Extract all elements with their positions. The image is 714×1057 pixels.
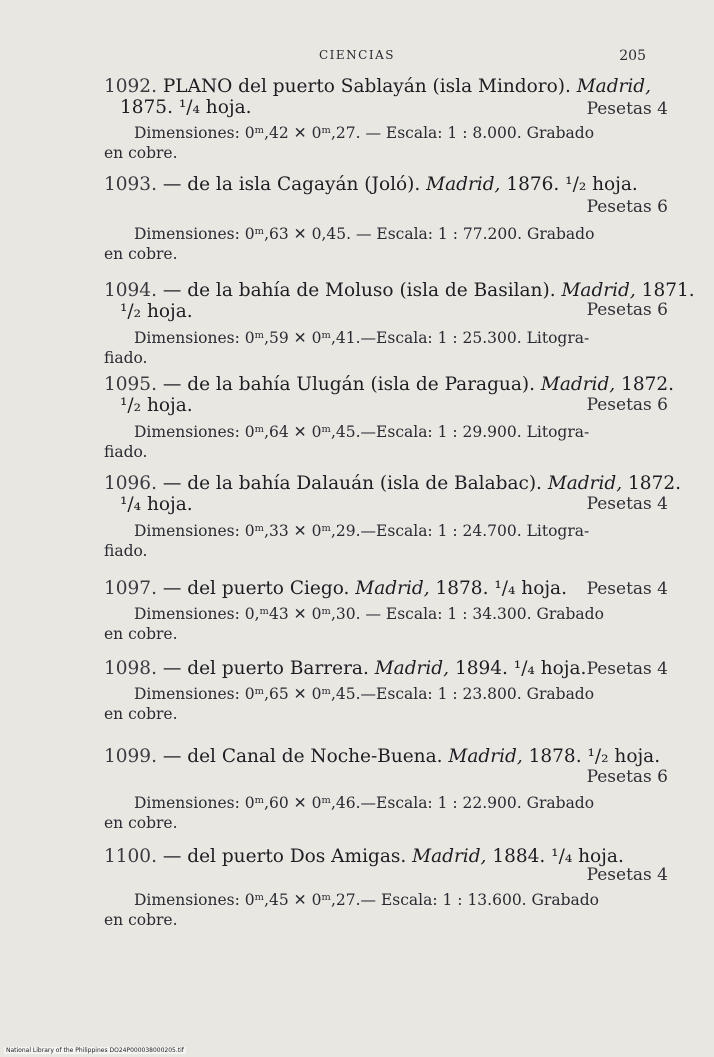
entry-title: — del puerto Dos Amigas. xyxy=(162,846,407,867)
entry-year-sheet: 1884. ¹/₄ hoja. xyxy=(492,846,624,867)
entry-dimensions: Dimensiones: 0ᵐ,64 ✕ 0ᵐ,45.—Escala: 1 : 29.900. Litogra- xyxy=(134,423,590,441)
entry-year: 1872. xyxy=(621,374,675,395)
entry-year-sheet: 1875. ¹/₄ hoja. xyxy=(120,97,252,118)
entry-dimensions-cont: en cobre. xyxy=(104,625,178,643)
entry-title: — del puerto Ciego. xyxy=(162,578,350,599)
section-title: CIENCIAS xyxy=(319,48,395,62)
entry-dimensions-cont: fiado. xyxy=(104,349,148,367)
entry-place: Madrid, xyxy=(355,578,430,599)
entry-price: Pesetas 4 xyxy=(586,659,668,679)
entry-dimensions: Dimensiones: 0ᵐ,59 ✕ 0ᵐ,41.—Escala: 1 : 25.300. Litogra- xyxy=(134,329,590,347)
entry-title: — del Canal de Noche-Buena. xyxy=(162,746,443,767)
entry-number: 1093. xyxy=(104,174,157,195)
entry-dimensions-cont: en cobre. xyxy=(104,245,178,263)
entry-place: Madrid, xyxy=(374,658,450,679)
entry-number: 1092. xyxy=(104,76,157,97)
entry-place: Madrid, xyxy=(547,473,623,494)
entry-sheet: ¹/₄ hoja. xyxy=(120,494,193,515)
entry-price: Pesetas 4 xyxy=(586,865,668,885)
entry-year-sheet: 1878. ¹/₂ hoja. xyxy=(528,746,661,767)
entry-sheet: ¹/₂ hoja. xyxy=(120,301,193,322)
entry-year: 1872. xyxy=(628,473,681,494)
entry-dimensions-cont: fiado. xyxy=(104,542,148,560)
page-number: 205 xyxy=(619,48,646,64)
entry-place: Madrid, xyxy=(412,846,487,867)
scan-credit: National Library of the Philippines DO24P000038000205.tif xyxy=(6,1047,184,1054)
entry-dimensions: Dimensiones: 0ᵐ,45 ✕ 0ᵐ,27.— Escala: 1 : 13.600. Grabado xyxy=(134,891,599,909)
entry-number: 1098. xyxy=(104,658,157,679)
entry-title-line xyxy=(104,746,660,768)
entry-title: — de la isla Cagayán (Joló). xyxy=(162,174,421,195)
entry-year-sheet: 1894. ¹/₄ hoja. xyxy=(454,658,587,679)
entry-dimensions-cont: en cobre. xyxy=(104,814,178,832)
entry-dimensions: Dimensiones: 0ᵐ,42 ✕ 0ᵐ,27. — Escala: 1 : 8.000. Grabado xyxy=(134,124,595,142)
entry-title: — de la bahía Dalauán (isla de Balabac). xyxy=(162,473,542,494)
entry-dimensions-cont: en cobre. xyxy=(104,705,178,723)
entry-number: 1099. xyxy=(104,746,157,767)
entry-dimensions: Dimensiones: 0ᵐ,65 ✕ 0ᵐ,45.—Escala: 1 : 23.800. Grabado xyxy=(134,685,595,703)
entry-price: Pesetas 6 xyxy=(586,300,668,320)
entry-title-line xyxy=(104,578,567,600)
entry-title-line xyxy=(104,473,681,495)
entry-title-line xyxy=(104,846,624,868)
running-head xyxy=(0,48,714,68)
entry-number: 1095. xyxy=(104,374,157,395)
entry-price: Pesetas 6 xyxy=(586,767,668,787)
entry-dimensions: Dimensiones: 0,ᵐ43 ✕ 0ᵐ,30. — Escala: 1 : 34.300. Grabado xyxy=(134,605,604,623)
entry-title: — del puerto Barrera. xyxy=(162,658,369,679)
entry-dimensions-cont: fiado. xyxy=(104,443,148,461)
entry-year-sheet: 1876. ¹/₂ hoja. xyxy=(506,174,638,195)
entry-title-line xyxy=(104,76,651,98)
entry-title: PLANO del puerto Sablayán (isla Mindoro). xyxy=(162,76,571,97)
entry-dimensions: Dimensiones: 0ᵐ,63 ✕ 0,45. — Escala: 1 : 77.200. Grabado xyxy=(134,225,595,243)
entry-year: 1871. xyxy=(641,280,695,301)
entry-sheet: ¹/₂ hoja. xyxy=(120,395,193,416)
entry-number: 1094. xyxy=(104,280,157,301)
entry-place: Madrid, xyxy=(540,374,616,395)
entry-number: 1100. xyxy=(104,846,157,867)
entry-dimensions: Dimensiones: 0ᵐ,33 ✕ 0ᵐ,29.—Escala: 1 : 24.700. Litogra- xyxy=(134,522,590,540)
entry-title: — de la bahía Ulugán (isla de Paragua). xyxy=(162,374,535,395)
entry-dimensions-cont: en cobre. xyxy=(104,911,178,929)
entry-number: 1097. xyxy=(104,578,157,599)
entry-year-sheet: 1878. ¹/₄ hoja. xyxy=(435,578,567,599)
entry-title-line xyxy=(104,658,586,680)
entry-price: Pesetas 6 xyxy=(586,395,668,415)
entry-price: Pesetas 4 xyxy=(586,99,668,119)
entry-price: Pesetas 4 xyxy=(586,579,668,599)
entry-title-line xyxy=(104,374,674,396)
entry-title-line xyxy=(104,174,638,196)
entry-dimensions: Dimensiones: 0ᵐ,60 ✕ 0ᵐ,46.—Escala: 1 : 22.900. Grabado xyxy=(134,794,595,812)
entry-number: 1096. xyxy=(104,473,157,494)
entry-place: Madrid, xyxy=(448,746,523,767)
entry-place: Madrid, xyxy=(561,280,636,301)
entry-dimensions-cont: en cobre. xyxy=(104,144,178,162)
entry-place: Madrid, xyxy=(576,76,652,97)
entry-title: — de la bahía de Moluso (isla de Basilan). xyxy=(162,280,556,301)
entry-price: Pesetas 6 xyxy=(586,197,668,217)
entry-place: Madrid, xyxy=(426,174,501,195)
entry-price: Pesetas 4 xyxy=(586,494,668,514)
